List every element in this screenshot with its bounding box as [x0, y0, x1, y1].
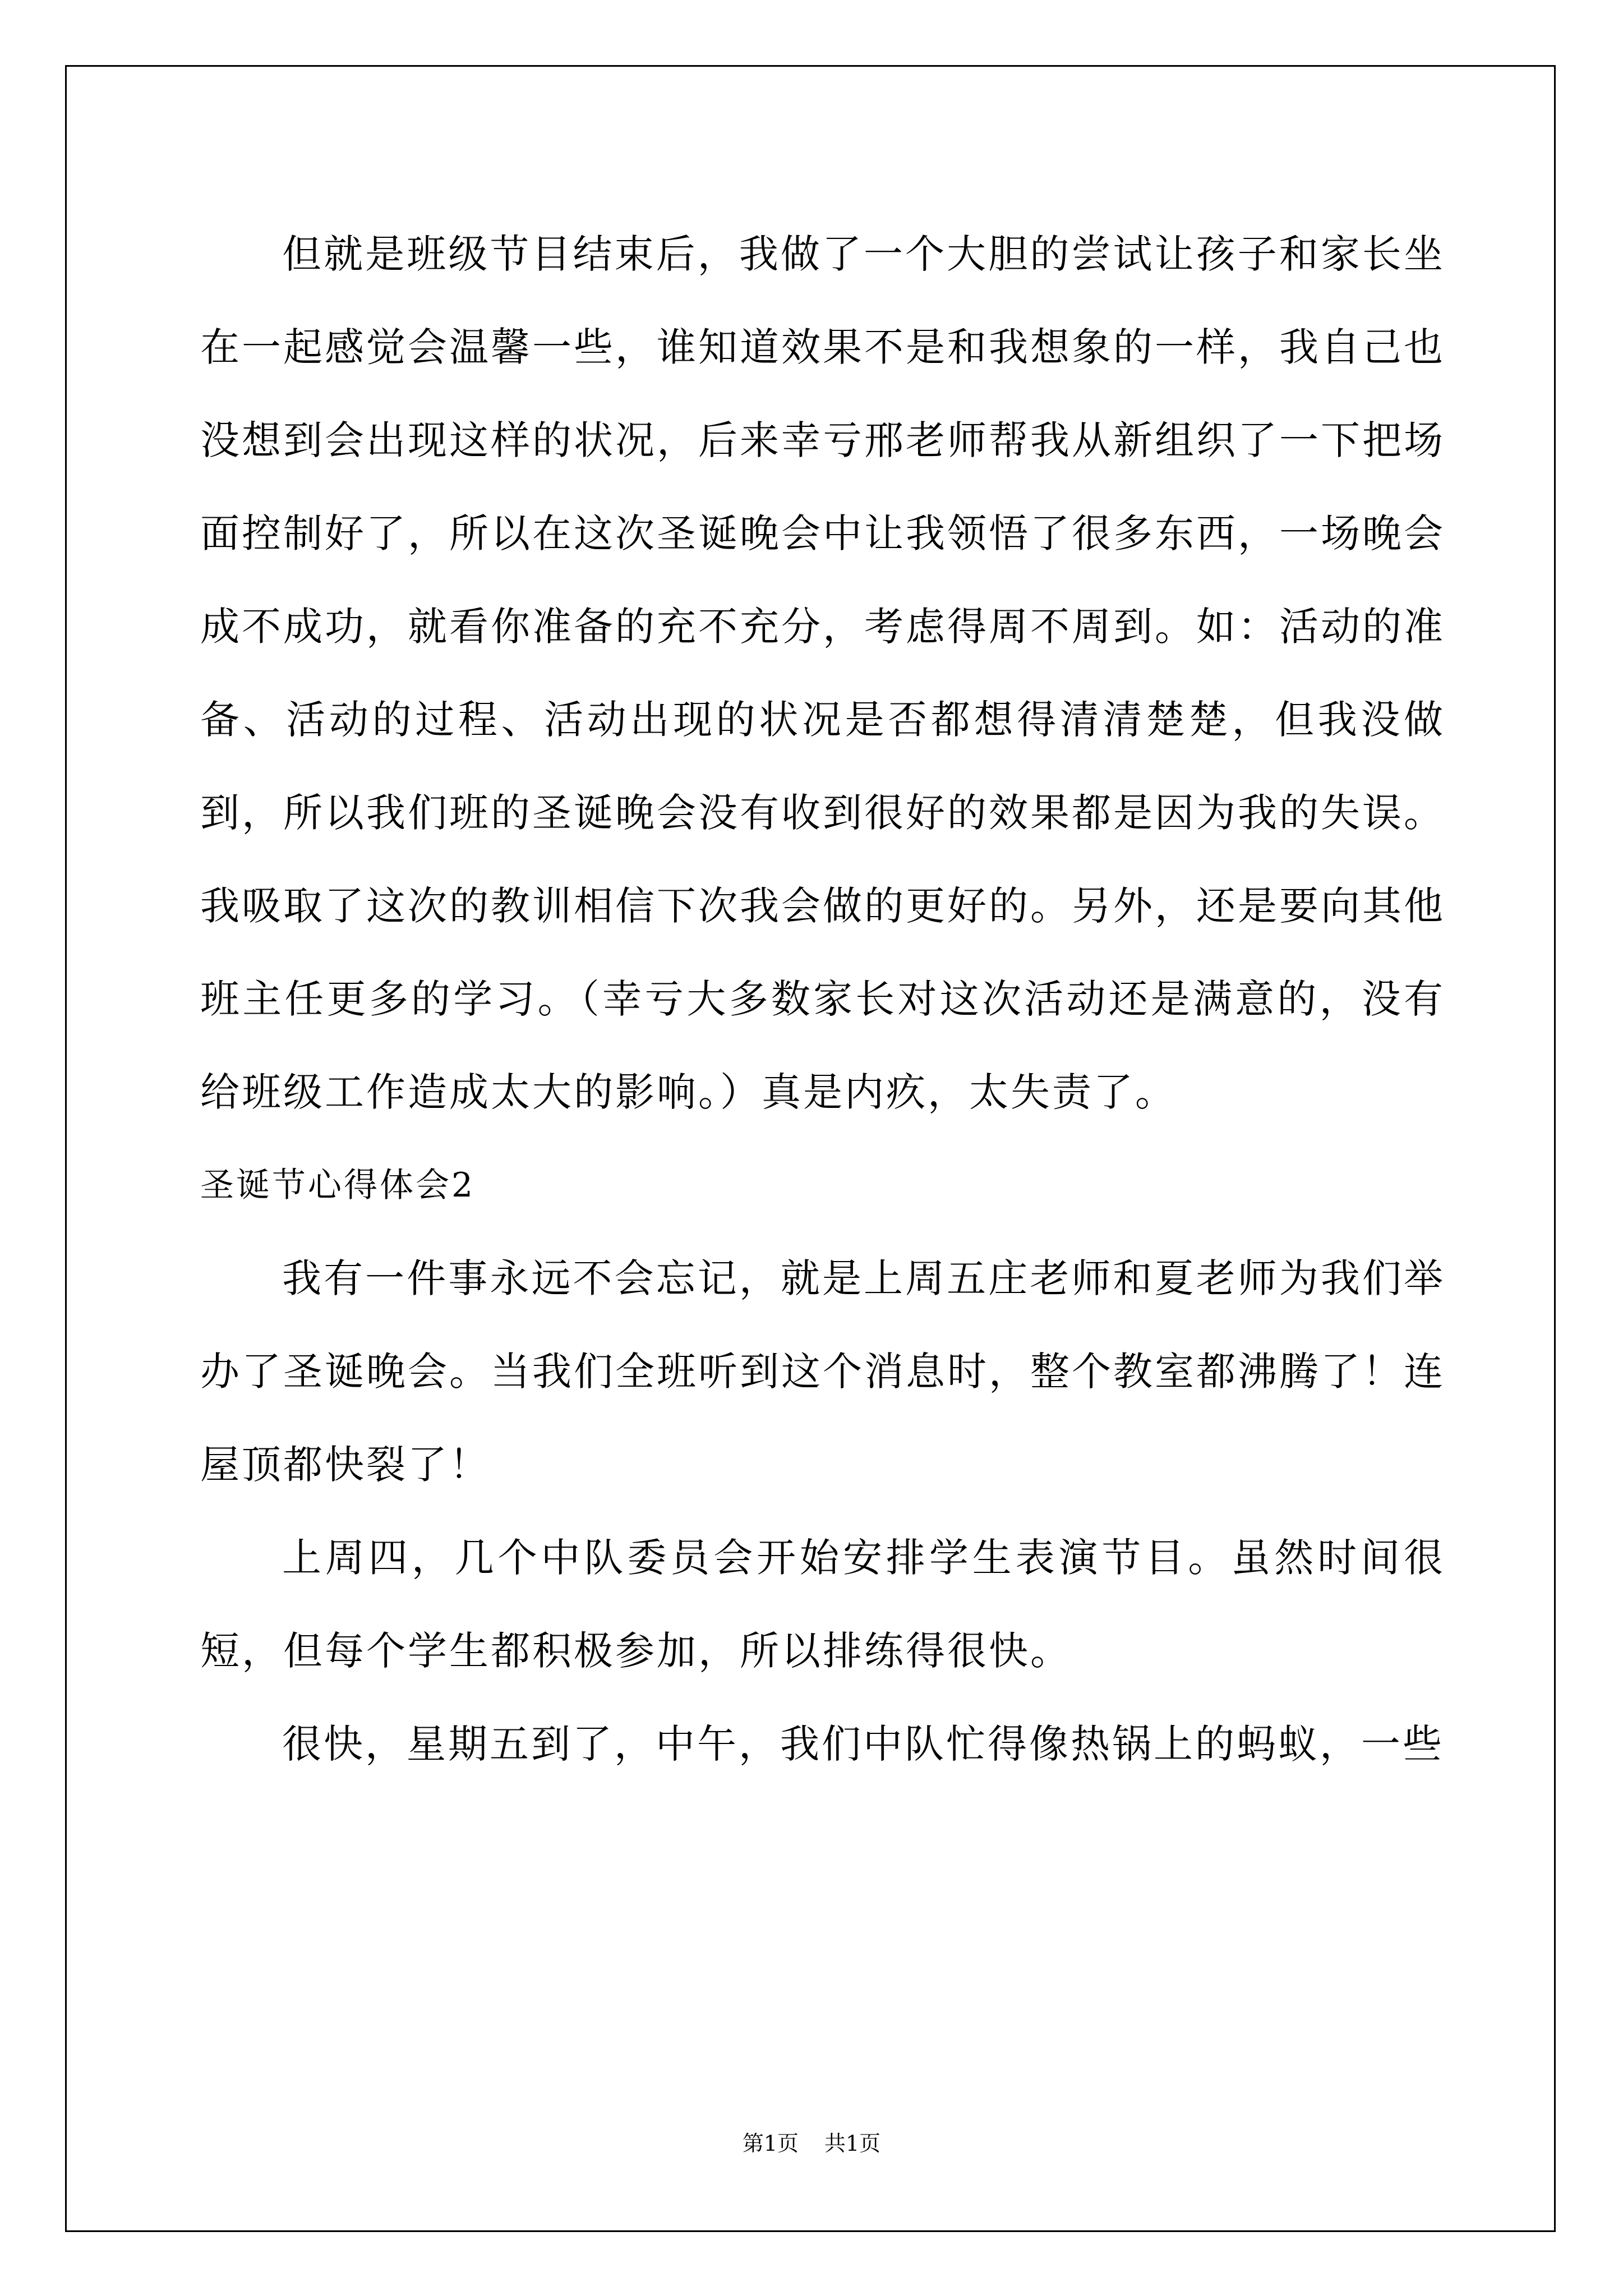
document-body	[200, 208, 1445, 1791]
paragraph-2: 我有一件事永远不会忘记，就是上周五庄老师和夏老师为我们举办了圣诞晚会。当我们全班听到这个消息时，整个教室都沸腾了！连屋顶都快裂了！	[200, 1255, 1445, 1488]
paragraph-4: 很快，星期五到了，中午，我们中队忙得像热锅上的蚂蚁，一些	[282, 1721, 1444, 1767]
total-pages: 共1页	[824, 2131, 881, 2156]
paragraph-1: 但就是班级节目结束后，我做了一个大胆的尝试让孩子和家长坐在一起感觉会温馨一些，谁知道效果不是和我想象的一样，我自己也没想到会出现这样的状况，后来幸亏邢老师帮我从新组织了一下把场面控制好了，所以在这次圣诞晚会中让我领悟了很多东西，一场晚会成不成功，就看你准备的充不充分，考虑得周不周到。如：活动的准备、活动的过程、活动出现的状况是否都想得清清楚楚，但我没做到，所以我们班的圣诞晚会没有收到很好的效果都是因为我的失误。我吸取了这次的教训相信下次我会做的更好的。另外，还是要向其他班主任更多的学习。（幸亏大多数家长对这次活动还是满意的，没有给班级工作造成太大的影响。）真是内疚，太失责了。	[200, 231, 1445, 1115]
page-number: 第1页	[742, 2131, 799, 2156]
section-heading: 圣诞节心得体会2	[200, 1166, 476, 1205]
paragraph-3: 上周四，几个中队委员会开始安排学生表演节目。虽然时间很短，但每个学生都积极参加，所以排练得很快。	[200, 1535, 1445, 1674]
page-footer	[0, 2126, 1623, 2157]
